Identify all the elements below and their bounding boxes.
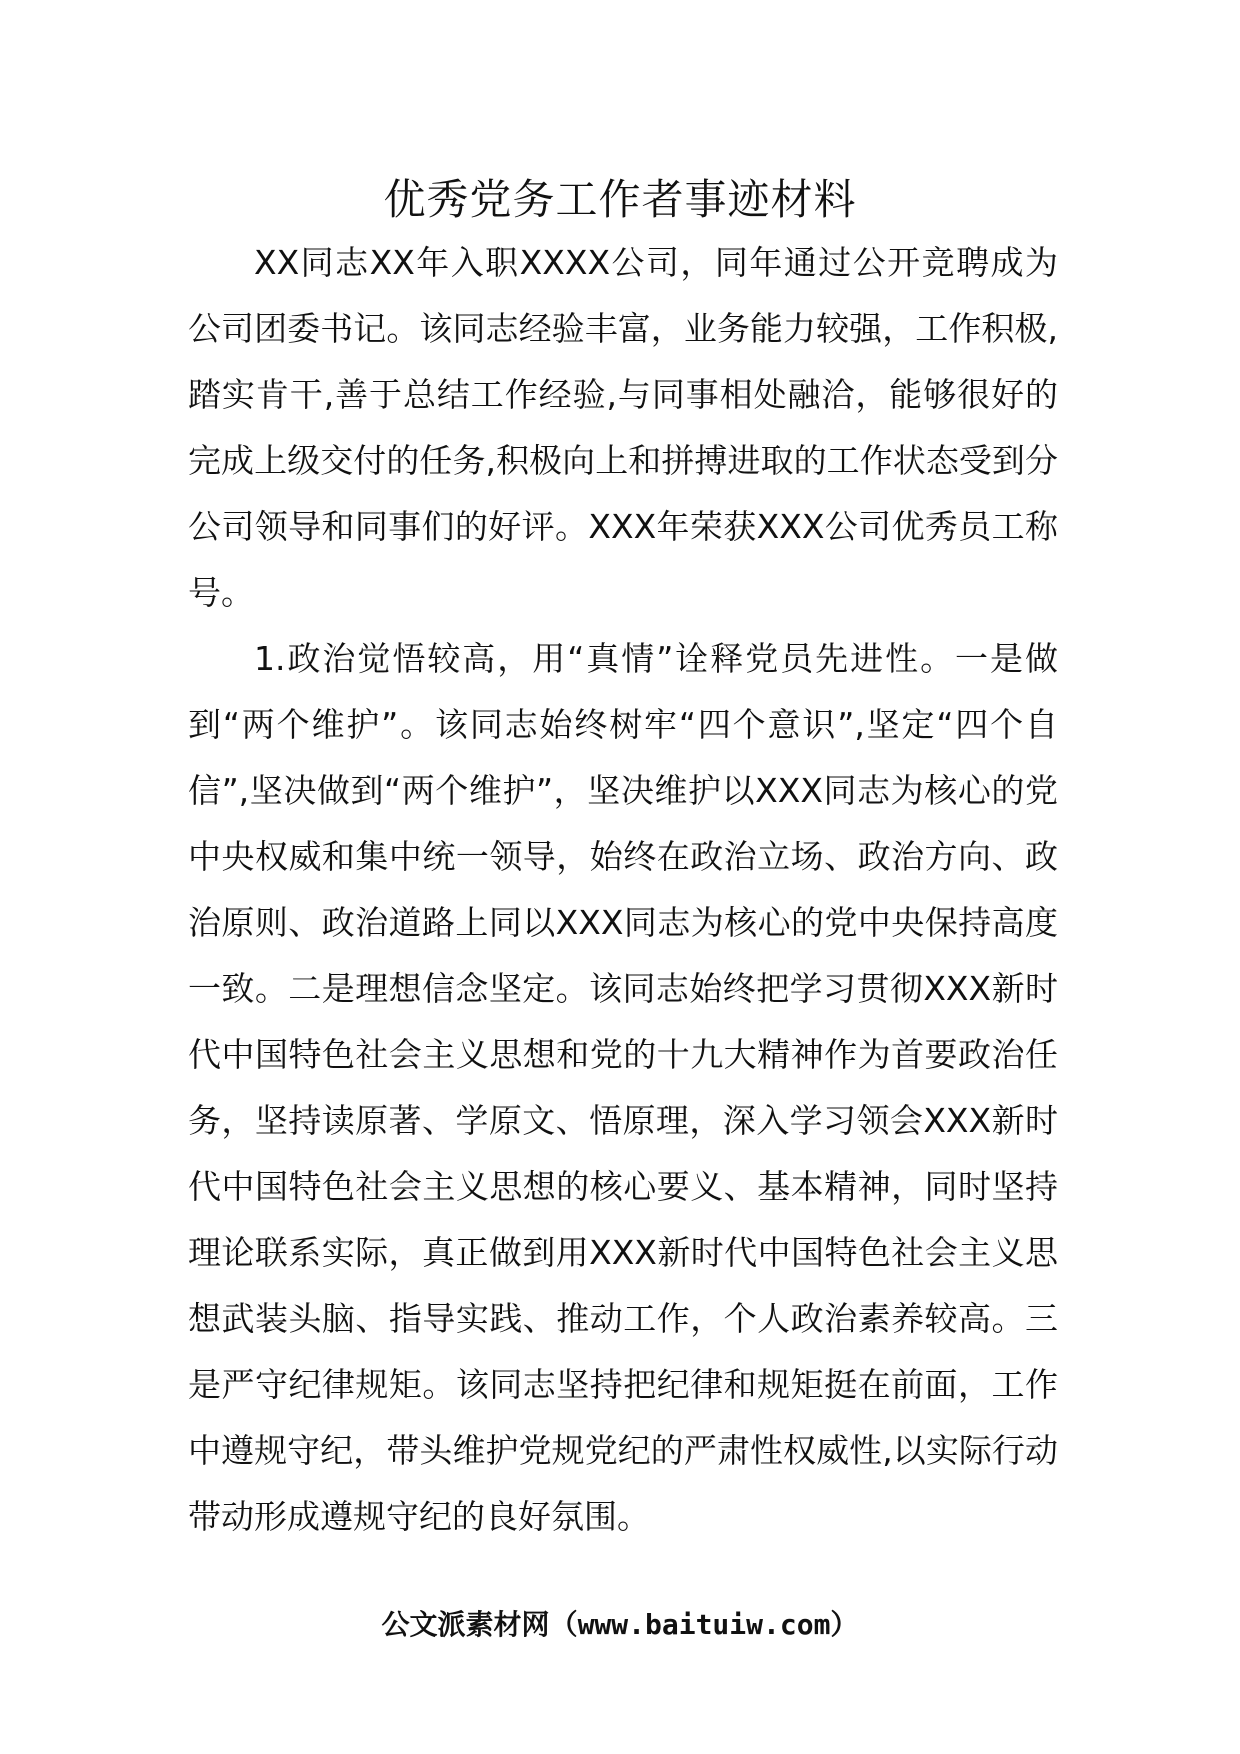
paragraph-political-awareness: 1.政治觉悟较高，用“真情”诠释党员先进性。一是做到“两个维护”。该同志始终树牢“四个意识”,坚定“四个自信”,坚决做到“两个维护”，坚决维护以XXX同志为核心的党中央权威和集中统一领导，始终在政治立场、政治方向、政治原则、政治道路上同以XXX同志为核心的党中央保持高度一致。二是理想信念坚定。该同志始终把学习贯彻XXX新时代中国特色社会主义思想和党的十九大精神作为首要政治任务，坚持读原著、学原文、悟原理，深入学习领会XXX新时代中国特色社会主义思想的核心要义、基本精神，同时坚持理论联系实际，真正做到用XXX新时代中国特色社会主义思想武装头脑、指导实践、推动工作，个人政治素养较高。三是严守纪律规矩。该同志坚持把纪律和规矩挺在前面，工作中遵规守纪，带头维护党规党纪的严肃性权威性,以实际行动带动形成遵规守纪的良好氛围。 [188, 639, 1058, 1536]
document-body [188, 230, 1058, 1550]
document-title: 优秀党务工作者事迹材料 [383, 175, 857, 224]
footer-site-name: 公文派素材网 [381, 1608, 550, 1641]
paragraph-intro: XX同志XX年入职XXXX公司，同年通过公开竞聘成为公司团委书记。该同志经验丰富，业务能力较强，工作积极,踏实肯干,善于总结工作经验,与同事相处融洽，能够很好的完成上级交付的任务,积极向上和拼搏进取的工作状态受到分公司领导和同事们的好评。XXX年荣获XXX公司优秀员工称号。 [188, 243, 1058, 612]
footer-url: （www.baituiw.com） [549, 1608, 859, 1641]
footer-watermark [0, 1605, 1240, 1645]
